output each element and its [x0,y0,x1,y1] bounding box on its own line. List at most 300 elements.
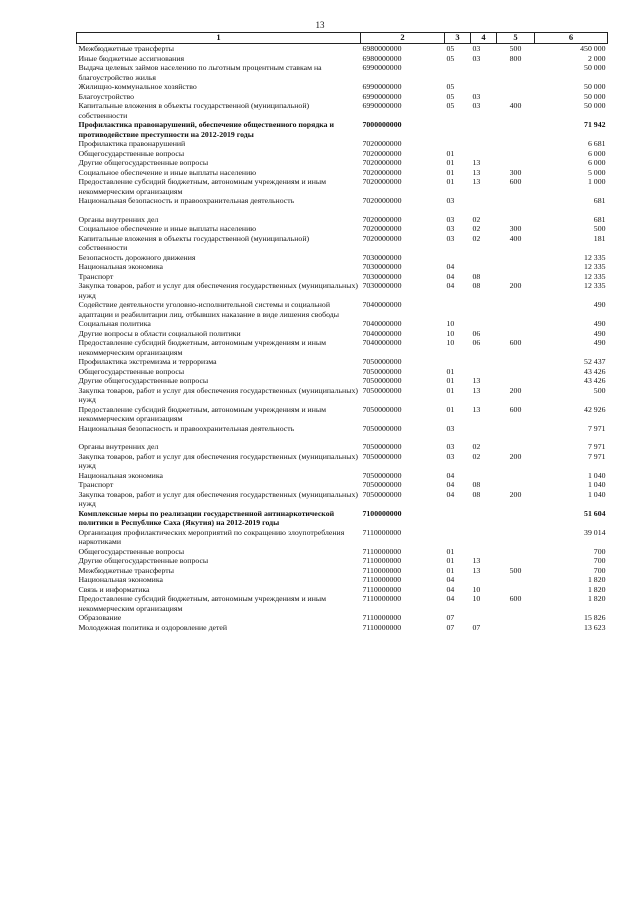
table-row [77,120,608,139]
table-row [77,376,608,386]
row-subsection: 03 [472,91,481,101]
row-expense-type: 300 [509,224,522,233]
row-subsection [471,367,497,377]
row-amount: 7 971 [587,451,606,461]
row-code: 7110000000 [362,546,402,556]
row-section: 05 [446,101,455,110]
row-name: Молодежная политика и оздоровление детей [78,622,228,632]
table-row [77,215,608,225]
table-row [77,149,608,159]
row-code: 6990000000 [362,101,402,110]
row-subsection [471,196,497,206]
row-expense-type [497,262,535,272]
row-subsection [471,300,497,319]
row-name: Другие вопросы в области социальной политики [78,328,241,338]
row-section: 01 [446,158,455,167]
spacer-row [77,206,608,215]
row-name: Национальная экономика [78,262,163,271]
table-row [77,357,608,367]
row-code: 7020000000 [362,158,402,167]
row-name: Содействие деятельности уголовно-исполнительной системы и социальной адаптации и реабилитации лиц, отбывших наказание в виде лишения свободы [78,300,339,319]
row-section: 10 [446,319,455,328]
row-section: 01 [446,565,455,575]
row-expense-type [497,253,535,263]
row-code: 6990000000 [362,63,402,72]
row-subsection [471,471,497,481]
row-code: 7050000000 [362,470,402,480]
row-name: Межбюджетные трансферты [78,44,174,53]
header-col-4: 4 [471,33,497,44]
row-name: Социальное обеспечение и иные выплаты населению [78,167,257,177]
table-row [77,594,608,613]
row-section: 03 [446,224,455,233]
row-name: Межбюджетные трансферты [78,565,174,575]
row-subsection [471,357,497,367]
row-subsection [471,528,497,547]
row-code: 6990000000 [362,82,402,91]
row-section [445,63,471,82]
row-name: Организация профилактических мероприятий по сокращению злоупотребления наркотиками [78,527,345,546]
row-name: Связь и информатика [78,584,150,594]
row-expense-type: 600 [509,177,522,186]
row-code: 7050000000 [362,404,402,414]
row-amount: 43 426 [584,366,606,376]
row-expense-type: 400 [509,233,522,243]
row-expense-type: 600 [509,594,522,603]
table-row [77,424,608,434]
row-name: Предоставление субсидий бюджетным, автономным учреждениям и иным некоммерческим организациям [78,338,327,357]
row-section: 01 [446,177,455,186]
table-row [77,471,608,481]
row-name: Национальная экономика [78,575,163,584]
spacer-row [77,433,608,442]
row-section: 07 [446,613,455,622]
row-section: 04 [446,594,455,603]
row-name: Иные бюджетные ассигнования [78,53,185,63]
row-name: Предоставление субсидий бюджетным, автономным учреждениям и иным некоммерческим организациям [78,404,327,423]
row-section: 03 [446,442,455,451]
row-section [445,120,471,139]
row-amount: 7 971 [587,442,606,451]
row-amount: 700 [593,556,606,565]
table-row [77,585,608,595]
row-amount: 500 [593,385,606,395]
row-subsection: 08 [472,271,481,281]
row-section: 03 [446,451,455,461]
row-code: 7050000000 [362,423,402,433]
row-section [445,509,471,528]
row-name: Социальное обеспечение и иные выплаты населению [78,224,257,233]
row-amount: 181 [593,233,606,243]
row-name: Образование [78,613,122,622]
budget-table [76,32,608,632]
row-code: 7020000000 [362,167,402,177]
row-amount: 6 000 [587,148,606,158]
row-amount: 42 926 [584,404,606,414]
row-expense-type [497,319,535,329]
row-name: Капитальные вложения в объекты государственной (муниципальной) собственности [78,101,310,120]
row-expense-type [497,357,535,367]
table-row [77,272,608,282]
row-amount: 12 335 [584,262,606,271]
row-code: 7040000000 [362,338,402,347]
row-name: Социальная политика [78,319,151,328]
row-name: Жилищно-коммунальное хозяйство [78,82,197,91]
row-code: 7030000000 [362,271,402,281]
row-amount: 50 000 [584,82,606,91]
row-name: Национальная безопасность и правоохранительная деятельность [78,423,295,433]
row-amount: 1 820 [587,594,606,603]
row-name: Другие общегосударственные вопросы [78,556,209,565]
row-code: 7050000000 [362,357,402,366]
row-code: 7020000000 [362,214,402,224]
row-expense-type: 800 [509,53,522,63]
row-code: 7050000000 [362,480,402,489]
row-expense-type: 200 [509,385,522,395]
table-row [77,613,608,623]
row-name: Национальная экономика [78,470,163,480]
row-section [445,357,471,367]
row-amount: 700 [593,565,606,575]
row-code: 7110000000 [362,584,402,594]
page-number: 13 [315,20,325,30]
table-row [77,528,608,547]
table-row [77,82,608,92]
row-subsection: 13 [472,404,481,414]
row-name: Общегосударственные вопросы [78,148,185,158]
table-row [77,338,608,357]
row-code: 7050000000 [362,385,402,395]
row-code: 7050000000 [362,442,402,451]
table-row [77,319,608,329]
row-amount: 700 [593,546,606,556]
row-expense-type: 600 [509,338,522,347]
header-col-6: 6 [535,33,608,44]
row-name: Другие общегосударственные вопросы [78,376,209,385]
row-subsection [471,82,497,92]
row-amount: 1 040 [587,470,606,480]
row-subsection: 02 [472,214,481,224]
row-subsection [471,253,497,263]
row-subsection [471,424,497,434]
row-amount: 1 040 [587,480,606,489]
row-amount: 1 000 [587,177,606,186]
row-expense-type [497,300,535,319]
row-code: 7030000000 [362,281,402,290]
table-row [77,300,608,319]
table-row [77,367,608,377]
table-row [77,44,608,54]
table-row [77,224,608,234]
row-name: Транспорт [78,480,114,489]
table-row [77,329,608,339]
row-subsection: 08 [472,489,481,499]
row-name: Комплексные меры по реализации государственной антинаркотической политики в Республике Саха (Якутия) на 2012-2019 годы [78,508,335,527]
row-subsection: 13 [472,177,481,186]
row-code: 7000000000 [362,120,402,129]
row-name: Органы внутренних дел [78,214,159,224]
row-expense-type: 200 [509,489,522,499]
table-header [77,33,608,44]
table-row [77,253,608,263]
row-subsection: 03 [472,44,481,53]
row-expense-type: 500 [509,44,522,53]
row-amount: 2 000 [587,53,606,63]
row-section [445,300,471,319]
row-subsection [471,120,497,139]
row-subsection [471,63,497,82]
row-amount: 500 [593,224,606,233]
row-subsection: 13 [472,158,481,167]
table-row [77,509,608,528]
row-code: 6980000000 [362,53,402,63]
table-row [77,556,608,566]
row-expense-type: 200 [509,451,522,461]
row-code: 7050000000 [362,376,402,385]
row-section: 04 [446,281,455,290]
row-amount: 490 [593,328,606,338]
row-code: 7050000000 [362,489,402,499]
row-subsection [471,319,497,329]
row-code: 7110000000 [362,622,402,632]
table-body [77,44,608,633]
row-subsection: 07 [472,622,481,632]
table-row [77,405,608,424]
row-section: 04 [446,480,455,489]
row-amount: 12 335 [584,271,606,281]
row-section: 01 [446,366,455,376]
table-row [77,575,608,585]
row-section: 04 [446,584,455,594]
row-subsection: 13 [472,565,481,575]
spacer-cell [77,433,608,442]
row-expense-type [497,139,535,149]
row-expense-type [497,556,535,566]
row-expense-type [497,442,535,452]
row-expense-type [497,547,535,557]
row-code: 7020000000 [362,148,402,158]
row-name: Благоустройство [78,91,135,101]
row-amount: 50 000 [584,63,606,72]
row-section: 05 [446,82,455,91]
row-amount: 490 [593,338,606,347]
table-row [77,262,608,272]
row-code: 7020000000 [362,224,402,233]
row-section: 05 [446,53,455,63]
header-col-5: 5 [497,33,535,44]
row-subsection: 06 [472,338,481,347]
row-name: Профилактика правонарушений, обеспечение общественного порядка и противодействие преступности на 2012-2019 годы [78,120,335,139]
row-amount: 1 820 [587,584,606,594]
row-expense-type [497,623,535,633]
row-expense-type [497,120,535,139]
row-section: 03 [446,233,455,243]
row-code: 7050000000 [362,451,402,461]
table-row [77,101,608,120]
row-section: 01 [446,167,455,177]
row-subsection: 06 [472,328,481,338]
row-code: 6990000000 [362,91,402,101]
row-name: Общегосударственные вопросы [78,546,185,556]
row-expense-type [497,509,535,528]
row-name: Национальная безопасность и правоохранительная деятельность [78,196,295,205]
row-section: 01 [446,404,455,414]
table-row [77,92,608,102]
table-row [77,386,608,405]
row-amount: 6 681 [587,139,606,148]
row-amount: 12 335 [584,252,606,262]
row-section: 04 [446,262,455,271]
row-subsection: 10 [472,594,481,603]
row-code: 7030000000 [362,252,402,262]
row-section: 03 [446,423,455,433]
row-subsection: 13 [472,385,481,395]
row-section: 10 [446,338,455,347]
spacer-cell [77,206,608,215]
table-row [77,623,608,633]
row-expense-type [497,376,535,386]
row-subsection [471,547,497,557]
row-name: Выдача целевых займов населению по льготным процентным ставкам на благоустройство жилья [78,63,322,82]
row-section: 04 [446,575,455,584]
row-code: 7020000000 [362,196,402,205]
row-amount: 43 426 [584,376,606,385]
row-code: 7020000000 [362,139,402,148]
row-code: 7020000000 [362,177,402,186]
row-code: 7100000000 [362,508,402,518]
row-code: 6980000000 [362,44,402,53]
row-code: 7110000000 [362,565,402,575]
row-expense-type: 600 [509,404,522,414]
row-expense-type [497,613,535,623]
row-name: Безопасность дорожного движения [78,252,196,262]
row-code: 7050000000 [362,366,402,376]
row-section: 01 [446,376,455,385]
row-code: 7030000000 [362,262,402,271]
table-row [77,196,608,206]
row-section: 05 [446,44,455,53]
row-amount: 50 000 [584,91,606,101]
row-section [445,528,471,547]
row-expense-type [497,63,535,82]
row-name: Закупка товаров, работ и услуг для обеспечения государственных (муниципальных) нужд [78,281,358,300]
row-subsection: 13 [472,167,481,177]
row-expense-type [497,82,535,92]
row-name: Предоставление субсидий бюджетным, автономным учреждениям и иным некоммерческим организациям [78,177,327,196]
row-name: Предоставление субсидий бюджетным, автономным учреждениям и иным некоммерческим организациям [78,594,327,613]
row-amount: 681 [593,196,606,205]
row-code: 7040000000 [362,319,402,328]
row-expense-type [497,158,535,168]
row-expense-type: 500 [509,565,522,575]
row-amount: 681 [593,214,606,224]
row-subsection: 02 [472,451,481,461]
header-col-3: 3 [445,33,471,44]
row-amount: 1 040 [587,489,606,499]
row-subsection [471,262,497,272]
row-subsection: 03 [472,101,481,110]
row-amount: 50 000 [584,101,606,110]
row-amount: 1 820 [587,575,606,584]
row-section [445,139,471,149]
row-subsection: 13 [472,376,481,385]
row-expense-type [497,424,535,434]
row-section: 03 [446,196,455,205]
header-col-1: 1 [77,33,361,44]
row-amount: 15 826 [584,613,606,622]
row-code: 7110000000 [362,527,402,537]
row-subsection [471,149,497,159]
row-amount: 5 000 [587,167,606,177]
row-section: 05 [446,91,455,101]
header-col-2: 2 [361,33,445,44]
row-expense-type [497,367,535,377]
table-row [77,490,608,509]
row-subsection: 02 [472,233,481,243]
row-section: 04 [446,271,455,281]
row-name: Органы внутренних дел [78,442,159,451]
row-expense-type [497,329,535,339]
row-name: Закупка товаров, работ и услуг для обеспечения государственных (муниципальных) нужд [78,385,358,404]
table-row [77,234,608,253]
row-expense-type [497,480,535,490]
table-row [77,452,608,471]
row-amount: 7 971 [587,423,606,433]
row-code: 7040000000 [362,300,402,309]
row-expense-type: 300 [509,167,522,177]
table-row [77,547,608,557]
row-subsection: 08 [472,480,481,489]
row-amount: 490 [593,319,606,328]
table-row [77,566,608,576]
row-subsection: 02 [472,224,481,233]
row-section [445,253,471,263]
row-expense-type [497,272,535,282]
row-expense-type [497,215,535,225]
row-section: 01 [446,556,455,565]
row-expense-type: 200 [509,281,522,290]
row-subsection: 03 [472,53,481,63]
table-row [77,442,608,452]
row-code: 7040000000 [362,328,402,338]
row-expense-type [497,196,535,206]
row-amount: 450 000 [580,44,606,53]
row-section: 10 [446,328,455,338]
row-subsection [471,613,497,623]
row-section: 07 [446,622,455,632]
row-name: Профилактика правонарушений [78,139,186,148]
table-row [77,281,608,300]
row-expense-type [497,585,535,595]
row-name: Транспорт [78,271,114,281]
row-name: Другие общегосударственные вопросы [78,158,209,167]
table-row [77,168,608,178]
row-name: Закупка товаров, работ и услуг для обеспечения государственных (муниципальных) нужд [78,489,358,508]
row-code: 7020000000 [362,233,402,243]
row-subsection: 10 [472,584,481,594]
row-amount: 51 604 [584,508,606,518]
row-section: 01 [446,546,455,556]
row-subsection: 08 [472,281,481,290]
row-amount: 6 000 [587,158,606,167]
row-subsection: 02 [472,442,481,451]
row-section: 04 [446,470,455,480]
row-expense-type [497,575,535,585]
row-name: Профилактика экстремизма и терроризма [78,357,217,366]
row-name: Общегосударственные вопросы [78,366,185,376]
row-section: 04 [446,489,455,499]
row-section: 01 [446,385,455,395]
